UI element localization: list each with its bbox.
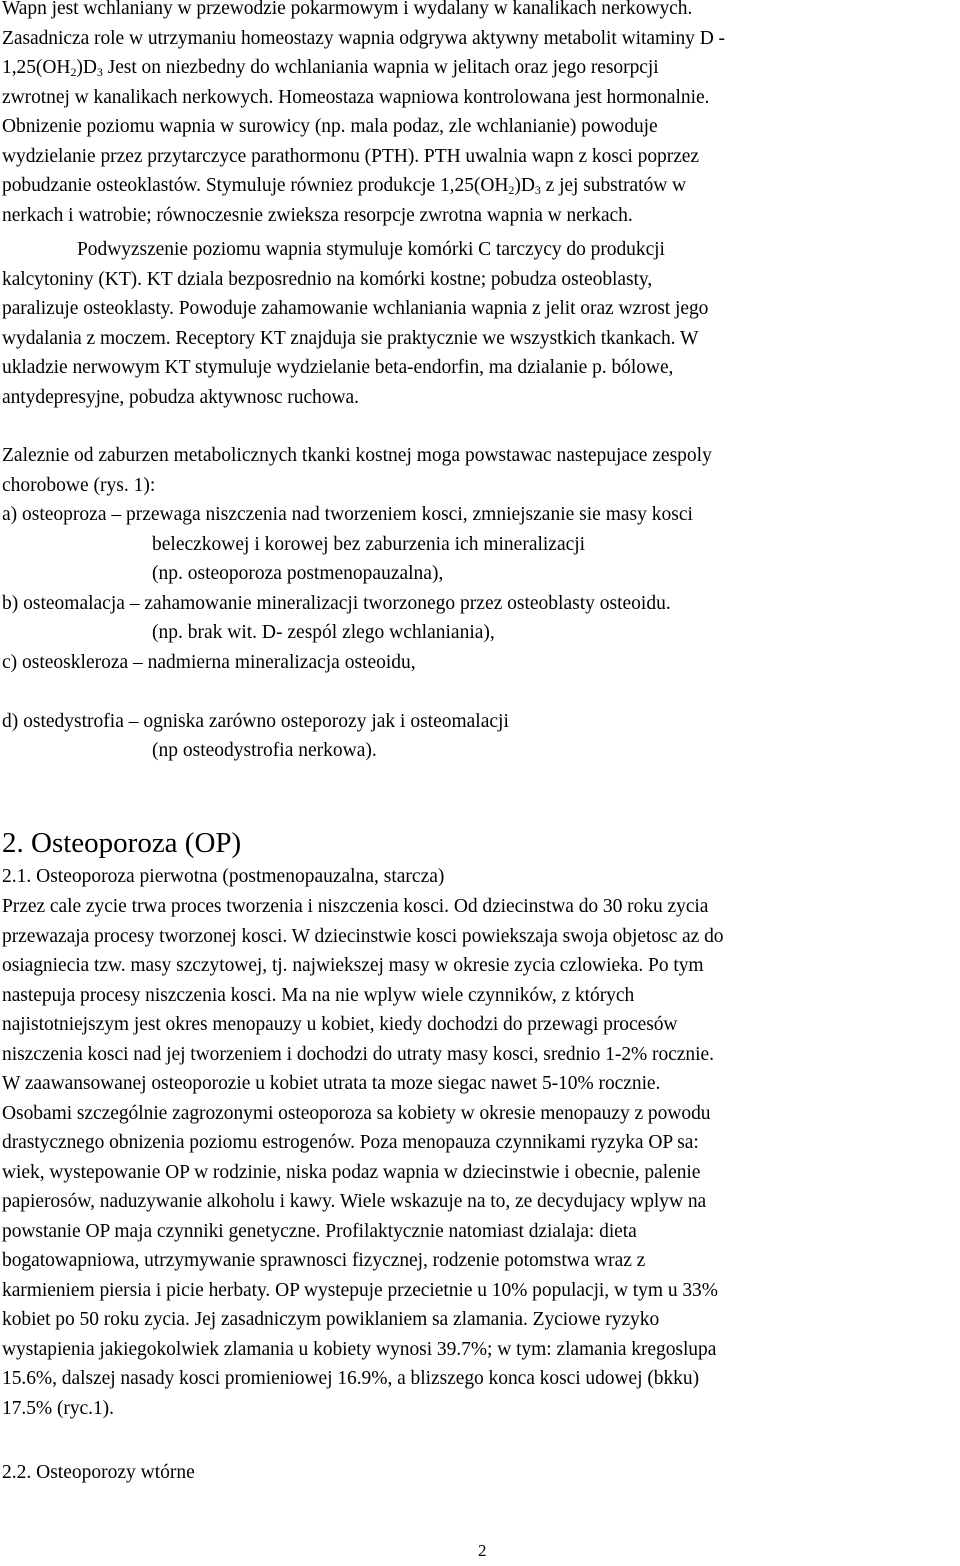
text-line: Osobami szczególnie zagrozonymi osteoporoza sa kobiety w okresie menopauzy z powodu xyxy=(2,1102,711,1124)
text-line: wydalania z moczem. Receptory KT znajduja sie praktycznie we wszystkich tkankach. W xyxy=(2,327,699,349)
subsection-heading-primary: 2.1. Osteoporoza pierwotna (postmenopauzalna, starcza) xyxy=(2,866,445,887)
text-line: Przez cale zycie trwa proces tworzenia i niszczenia kosci. Od dziecinstwa do 30 roku zycia xyxy=(2,896,709,917)
text-line: Zasadnicza role w utrzymaniu homeostazy wapnia odgrywa aktywny metabolit witaminy D - xyxy=(2,27,725,49)
list-item-a-example: (np. osteoporoza postmenopauzalna), xyxy=(152,563,444,584)
text-line: karmieniem piersia i picie herbaty. OP wystepuje przecietnie u 10% populacji, w tym u 33% xyxy=(2,1279,718,1301)
paragraph-calcitonin xyxy=(0,235,708,412)
list-item-a-continuation: beleczkowej i korowej bez zaburzenia ich mineralizacji xyxy=(152,533,586,555)
blank-line xyxy=(0,677,712,707)
disease-list xyxy=(0,441,712,766)
list-item-b: b) osteomalacja – zahamowanie mineralizacji tworzonego przez osteoblasty osteoidu. xyxy=(2,592,671,614)
text-line: zwrotnej w kanalikach nerkowych. Homeostaza wapniowa kontrolowana jest hormonalnie. xyxy=(2,86,710,108)
list-item-b-example: (np. brak wit. D- zespól zlego wchlaniania), xyxy=(152,622,495,643)
text-line: przewazaja procesy tworzonej kosci. W dziecinstwie kosci powiekszaja swoja objetosc az do xyxy=(2,925,724,947)
text-line: powstanie OP maja czynniki genetyczne. Profilaktycznie natomiast dzialaja: dieta xyxy=(2,1220,637,1242)
list-item-d: d) ostedystrofia – ogniska zarówno osteporozy jak i osteomalacji xyxy=(2,710,509,732)
list-intro-line: chorobowe (rys. 1): xyxy=(2,474,156,496)
text-line: osiagniecia tzw. masy szczytowej, tj. najwiekszej masy w okresie zycia czlowieka. Po tym xyxy=(2,955,704,976)
text-line: W zaawansowanej osteoporozie u kobiet utrata ta moze siegac nawet 5-10% rocznie. xyxy=(2,1073,661,1094)
text-line: kobiet po 50 roku zycia. Jej zasadniczym powiklaniem sa zlamania. Zyciowe ryzyko xyxy=(2,1309,660,1330)
text-line: Wapn jest wchlaniany w przewodzie pokarmowym i wydalany w kanalikach nerkowych. xyxy=(2,0,693,19)
text-line: wiek, wystepowanie OP w rodzinie, niska podaz wapnia w dziecinstwie i obecnie, palenie xyxy=(2,1161,701,1183)
text-line: papierosów, naduzywanie alkoholu i kawy. Wiele wskazuje na to, ze decydujacy wplyw na xyxy=(2,1191,707,1212)
text-line: wystapienia jakiegokolwiek zlamania u kobiety wynosi 39.7%; w tym: zlamania kregoslupa xyxy=(2,1338,717,1360)
text-line: Obnizenie poziomu wapnia w surowicy (np. mala podaz, zle wchlanianie) powoduje xyxy=(2,116,658,137)
list-item-c: c) osteoskleroza – nadmierna mineralizacja osteoidu, xyxy=(2,651,416,673)
text-line: paralizuje osteoklasty. Powoduje zahamowanie wchlaniania wapnia z jelit oraz wzrost jego xyxy=(2,298,709,319)
paragraph-calcium-homeostasis xyxy=(0,0,725,230)
list-intro-line: Zaleznie od zaburzen metabolicznych tkanki kostnej moga powstawac nastepujace zespoly xyxy=(2,445,712,466)
text-line: niszczenia kosci nad jej tworzeniem i dochodzi do utraty masy kosci, srednio 1-2% rocznie. xyxy=(2,1043,714,1065)
text-line: drastycznego obnizenia poziomu estrogenów. Poza menopauza czynnikami ryzyka OP sa: xyxy=(2,1132,699,1153)
text-line: antydepresyjne, pobudza aktywnosc ruchowa. xyxy=(2,386,359,408)
text-line: 17.5% (ryc.1). xyxy=(2,1397,114,1419)
section-heading: 2. Osteoporoza (OP) xyxy=(2,827,242,859)
page-number: 2 xyxy=(478,1541,487,1560)
subsection-heading-secondary: 2.2. Osteoporozy wtórne xyxy=(2,1462,195,1483)
text-line: pobudzanie osteoklastów. Stymuluje równiez produkcje $1,25(OH_2)D_3$ z jej substratów w xyxy=(2,175,687,197)
text-line: $1,25(OH_2)D_3$ Jest on niezbedny do wchlaniania wapnia w jelitach oraz jego resorpcji xyxy=(2,57,659,79)
list-item-a: a) osteoproza – przewaga niszczenia nad tworzeniem kosci, zmniejszanie sie masy kosci xyxy=(2,504,693,525)
text-line: wydzielanie przez przytarczyce parathormonu (PTH). PTH uwalnia wapn z kosci poprzez xyxy=(2,145,700,167)
list-item-d-example: (np osteodystrofia nerkowa). xyxy=(152,740,377,761)
text-line: Podwyzszenie poziomu wapnia stymuluje komórki C tarczycy do produkcji xyxy=(77,239,665,260)
text-line: kalcytoniny (KT). KT dziala bezposrednio na komórki kostne; pobudza osteoblasty, xyxy=(2,268,653,290)
paragraph-osteoporosis xyxy=(0,892,724,1423)
text-line: nerkach i watrobie; równoczesnie zwieksza resorpcje zwrotna wapnia w nerkach. xyxy=(2,204,633,226)
text-line: ukladzie nerwowym KT stymuluje wydzielanie beta-endorfin, ma dzialanie p. bólowe, xyxy=(2,357,674,378)
text-line: bogatowapniowa, utrzymywanie sprawnosci fizycznej, rodzenie potomstwa wraz z xyxy=(2,1250,646,1271)
text-line: nastepuja procesy niszczenia kosci. Ma na nie wplyw wiele czynników, z których xyxy=(2,984,635,1006)
text-line: 15.6%, dalszej nasady kosci promieniowej 16.9%, a blizszego konca kosci udowej (bkku) xyxy=(2,1368,700,1389)
text-line: najistotniejszym jest okres menopauzy u kobiet, kiedy dochodzi do przewagi procesów xyxy=(2,1014,678,1035)
